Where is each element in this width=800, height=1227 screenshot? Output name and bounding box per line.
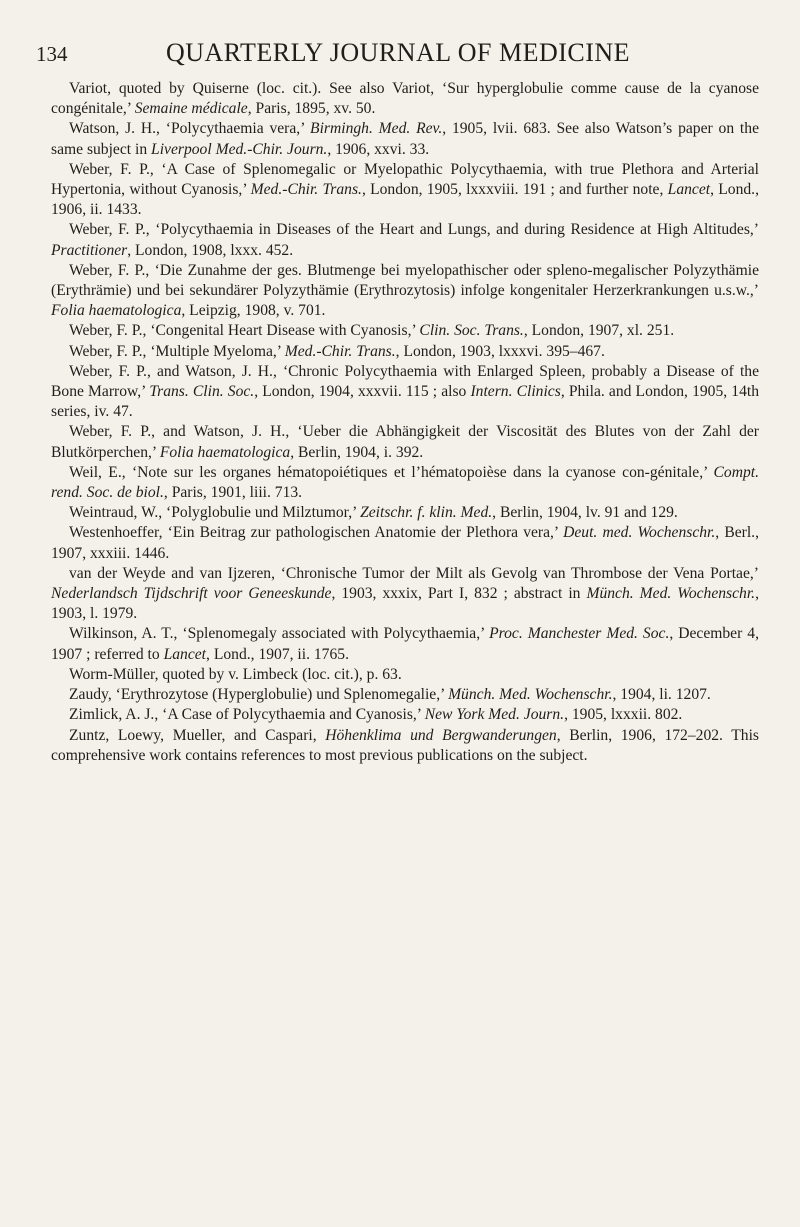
reference-text: , Lond., 1907, ii. 1765. <box>206 645 349 663</box>
reference-source: Liverpool Med.-Chir. Journ. <box>151 140 328 158</box>
reference-text: Zaudy, ‘Erythrozytose (Hyperglobulie) und Splenomegalie,’ <box>69 686 449 704</box>
reference-entry <box>51 342 759 362</box>
reference-text: , Berlin, 1904, lv. 91 and 129. <box>492 504 678 522</box>
reference-source: Münch. Med. Wochenschr. <box>586 585 756 603</box>
reference-source: Münch. Med. Wochenschr. <box>448 686 613 704</box>
reference-entry <box>51 685 759 705</box>
reference-text: Weber, F. P., ‘Polycythaemia in Diseases of the Heart and Lungs, and during Residence at High Altitudes,’ <box>69 221 759 239</box>
reference-text: Weber, F. P., ‘Congenital Heart Disease with Cyanosis,’ <box>69 322 420 340</box>
reference-text: Worm-Müller, quoted by v. Limbeck (loc. cit.), p. 63. <box>69 665 402 683</box>
reference-entry <box>51 503 759 523</box>
reference-source: Höhenklima und Bergwanderungen <box>325 726 557 744</box>
reference-entry <box>51 261 759 322</box>
reference-text: van der Weyde and van Ijzeren, ‘Chronische Tumor der Milt als Gevolg van Thrombose der Vena Portae,’ <box>69 564 759 582</box>
running-title: QUARTERLY JOURNAL OF MEDICINE <box>165 38 631 67</box>
reference-text: , 1903, l. 1979. <box>51 585 759 623</box>
reference-text: , Paris, 1895, xv. 50. <box>247 100 376 118</box>
reference-text: Zimlick, A. J., ‘A Case of Polycythaemia and Cyanosis,’ <box>69 706 425 724</box>
reference-text: , London, 1905, lxxxviii. 191 ; and further note, <box>361 181 668 199</box>
reference-source: Nederlandsch Tijdschrift voor Geneeskunde <box>51 585 332 603</box>
reference-source: Lancet <box>163 645 207 663</box>
reference-text: , London, 1907, xl. 251. <box>523 322 675 340</box>
reference-source: Med.-Chir. Trans. <box>284 342 396 360</box>
reference-source: Med.-Chir. Trans. <box>250 181 362 199</box>
reference-entry <box>51 362 759 423</box>
reference-text: , 1903, xxxix, Part I, 832 ; abstract in <box>331 585 587 603</box>
reference-entry <box>51 422 759 462</box>
reference-text: , London, 1904, xxxvii. 115 ; also <box>254 383 471 401</box>
reference-source: Compt. rend. Soc. de biol. <box>51 463 759 502</box>
page-header <box>36 38 760 70</box>
reference-list <box>51 79 759 766</box>
reference-source: Semaine médicale <box>134 100 248 118</box>
reference-source: New York Med. Journ. <box>424 706 565 724</box>
reference-source: Trans. Clin. Soc. <box>149 383 255 401</box>
reference-text: , 1905, lxxxii. 802. <box>564 706 683 724</box>
reference-source: Intern. Clinics <box>470 383 561 401</box>
reference-entry <box>51 220 759 260</box>
reference-text: Wilkinson, A. T., ‘Splenomegaly associated with Polycythaemia,’ <box>69 625 490 643</box>
reference-entry <box>51 726 759 766</box>
reference-text: , London, 1908, lxxx. 452. <box>127 241 294 259</box>
reference-text: , December 4, 1907 ; referred to <box>51 625 759 663</box>
reference-text: Variot, quoted by Quiserne (loc. cit.). See also Variot, ‘Sur hyperglobulie comme cause de la cyanose congénitale,’ <box>51 80 759 118</box>
reference-text: Westenhoeffer, ‘Ein Beitrag zur pathologischen Anatomie der Plethora vera,’ <box>69 524 564 542</box>
reference-entry <box>51 665 759 685</box>
reference-source: Clin. Soc. Trans. <box>419 322 524 340</box>
reference-text: , Phila. and London, 1905, 14th series, iv. 47. <box>51 383 760 421</box>
page-number: 134 <box>36 42 68 66</box>
reference-entry <box>51 624 759 664</box>
reference-entry <box>51 160 759 221</box>
reference-source: Deut. med. Wochenschr. <box>563 524 716 542</box>
reference-source: Lancet <box>667 181 711 199</box>
reference-entry <box>51 523 759 563</box>
reference-text: Weber, F. P., and Watson, J. H., ‘Chronic Polycythaemia with Enlarged Spleen, probably a Disease of the Bone Marrow,’ <box>51 362 759 401</box>
reference-text: Weber, F. P., ‘Die Zunahme der ges. Blutmenge bei myelopathischer oder spleno-megalischer Polyzythämie (Erythrämie) und bei sekundärer Polyzythämie (Erythrozytosis) infolge kongenitaler Herzerkrankungen u.s.w.,’ <box>51 261 759 300</box>
reference-entry <box>51 79 759 119</box>
reference-entry <box>51 564 759 625</box>
reference-entry <box>51 705 759 725</box>
reference-text: , 1905, lvii. 683. See also Watson’s paper on the same subject in <box>51 120 759 158</box>
reference-entry <box>51 463 759 503</box>
reference-text: , Berlin, 1904, i. 392. <box>290 443 424 461</box>
reference-text: Zuntz, Loewy, Mueller, and Caspari, <box>69 726 326 744</box>
reference-text: , Leipzig, 1908, v. 701. <box>181 302 326 320</box>
reference-text: Weintraud, W., ‘Polyglobulie und Milztumor,’ <box>69 504 361 522</box>
reference-text: , Berlin, 1906, 172–202. This comprehensive work contains references to most previous publications on the subject. <box>51 726 759 764</box>
reference-source: Proc. Manchester Med. Soc. <box>489 625 670 643</box>
reference-source: Folia haematologica <box>51 302 182 320</box>
reference-text: , Paris, 1901, liii. 713. <box>163 484 303 502</box>
reference-text: , Lond., 1906, ii. 1433. <box>51 181 759 219</box>
reference-entry <box>51 119 759 159</box>
reference-source: Zeitschr. f. klin. Med. <box>360 504 493 522</box>
reference-entry <box>51 321 759 341</box>
reference-source: Practitioner <box>51 241 128 259</box>
reference-text: , 1906, xxvi. 33. <box>327 140 430 158</box>
reference-text: Watson, J. H., ‘Polycythaemia vera,’ <box>69 120 311 138</box>
reference-source: Folia haematologica <box>159 443 291 461</box>
reference-text: Weil, E., ‘Note sur les organes hématopoiétiques et l’hématopoièse dans la cyanose con-génitale,’ <box>69 463 714 481</box>
reference-text: , Berl., 1907, xxxiii. 1446. <box>51 524 759 562</box>
reference-text: , London, 1903, lxxxvi. 395–467. <box>395 342 605 360</box>
reference-source: Birmingh. Med. Rev. <box>310 120 443 138</box>
reference-text: Weber, F. P., and Watson, J. H., ‘Ueber die Abhängigkeit der Viscosität des Blutes von der Zahl der Blutkörperchen,’ <box>51 423 759 461</box>
reference-text: , 1904, li. 1207. <box>612 686 711 704</box>
reference-text: Weber, F. P., ‘Multiple Myeloma,’ <box>69 342 285 360</box>
reference-text: Weber, F. P., ‘A Case of Splenomegalic or Myelopathic Polycythaemia, with true Plethora and Arterial Hypertonia, without Cyanosis,’ <box>51 160 759 199</box>
